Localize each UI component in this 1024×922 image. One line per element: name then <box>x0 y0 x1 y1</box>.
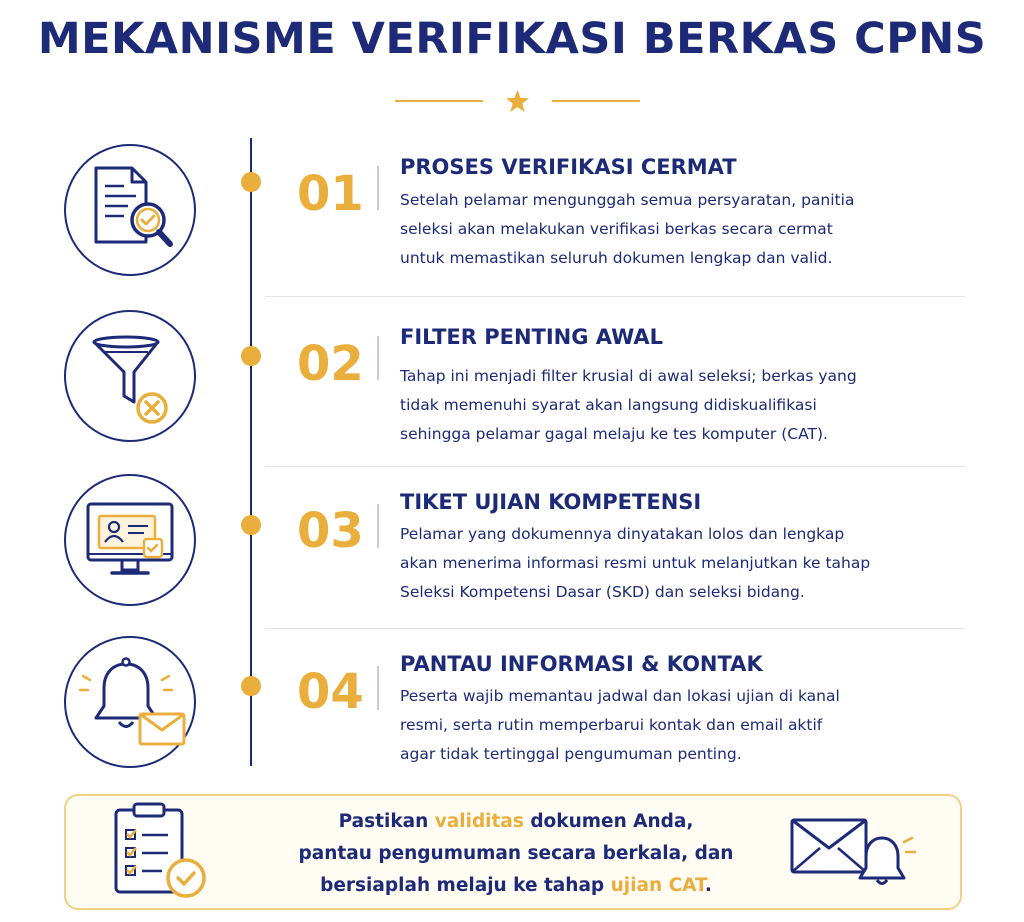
page-title: MEKANISME VERIFIKASI BERKAS CPNS <box>37 14 987 64</box>
step-title: TIKET UJIAN KOMPETENSI <box>400 490 702 514</box>
divider <box>377 336 379 380</box>
step-description: Setelah pelamar mengunggah semua persyaratan, panitia seleksi akan melakukan verifikasi berkas secara cermat untuk memastikan seluruh dokumen lengkap dan valid. <box>400 191 855 267</box>
step-description: Pelamar yang dokumennya dinyatakan lolos dan lengkap akan menerima informasi resmi untuk melanjutkan ke tahap Seleksi Kompetensi Dasar (SKD) dan seleksi bidang. <box>400 525 871 601</box>
step-4-icon-circle <box>64 636 196 768</box>
timeline-dot <box>241 172 261 192</box>
step-number: 04 <box>297 664 364 720</box>
highlight-validitas: validitas <box>434 811 524 832</box>
step-title: FILTER PENTING AWAL <box>400 325 663 349</box>
step-number: 01 <box>297 166 364 222</box>
step-1-icon-circle <box>64 144 196 276</box>
bell-envelope-icon <box>66 638 194 766</box>
reminder-callout <box>64 794 962 910</box>
timeline-dot <box>241 346 261 366</box>
star-divider <box>395 88 640 114</box>
timeline-dot <box>241 515 261 535</box>
divider <box>377 504 379 548</box>
step-description: Peserta wajib memantau jadwal dan lokasi ujian di kanal resmi, serta rutin memperbarui kontak dan email aktif agar tidak tertinggal pengumuman penting. <box>400 687 840 763</box>
monitor-id-card-icon <box>66 476 194 604</box>
step-description: Tahap ini menjadi filter krusial di awal seleksi; berkas yang tidak memenuhi syarat akan langsung didiskualifikasi sehingga pelamar gagal melaju ke tes komputer (CAT). <box>400 367 857 443</box>
timeline-dot <box>241 676 261 696</box>
timeline-line <box>250 138 252 766</box>
step-title: PANTAU INFORMASI & KONTAK <box>400 652 763 676</box>
document-magnifier-check-icon <box>66 146 194 274</box>
step-number: 02 <box>297 336 364 392</box>
clipboard-checklist-icon <box>102 798 222 908</box>
envelope-bell-icon <box>786 808 936 898</box>
separator <box>265 466 965 467</box>
divider <box>377 166 379 210</box>
step-2-icon-circle <box>64 310 196 442</box>
separator <box>265 628 965 629</box>
step-title: PROSES VERIFIKASI CERMAT <box>400 155 737 179</box>
separator <box>265 296 965 297</box>
step-3-icon-circle <box>64 474 196 606</box>
divider <box>377 666 379 710</box>
star-icon <box>506 90 529 112</box>
callout-text: Pastikan validitas dokumen Anda, pantau pengumuman secara berkala, dan bersiaplah melaju ke tahap ujian CAT. <box>298 811 734 896</box>
funnel-x-icon <box>66 312 194 440</box>
step-number: 03 <box>297 503 364 559</box>
highlight-ujian-cat: ujian CAT <box>610 875 705 896</box>
